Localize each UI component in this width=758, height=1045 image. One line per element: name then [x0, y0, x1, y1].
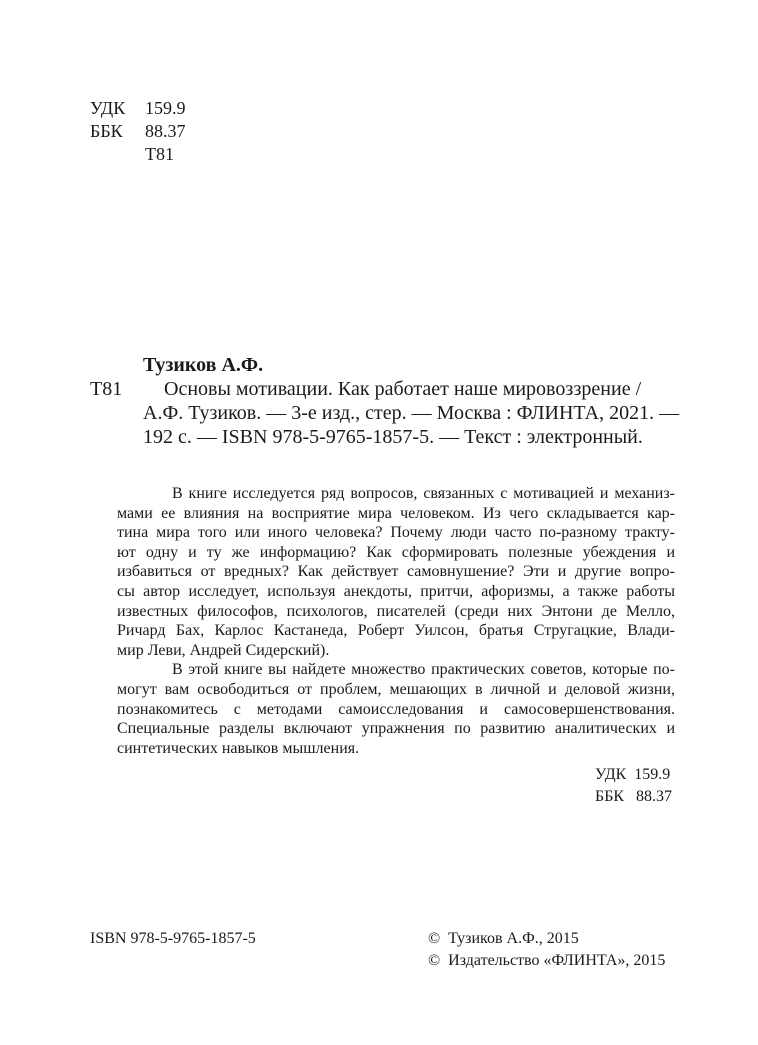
- annotation-line: В этой книге вы найдете множество практических советов, которые по-: [172, 661, 675, 679]
- annotation: [117, 484, 675, 758]
- udk-value: 159.9: [145, 98, 186, 118]
- entry-line-2: А.Ф. Тузиков. — 3-е изд., стер. — Москва : ФЛИНТА, 2021. —: [143, 402, 680, 424]
- annotation-paragraph-1: [117, 484, 675, 660]
- annotation-line: мир Леви, Андрей Сидерский).: [117, 641, 330, 659]
- isbn: ISBN 978-5-9765-1857-5: [90, 930, 256, 947]
- copyright-publisher: © Издательство «ФЛИНТА», 2015: [428, 952, 666, 969]
- annotation-bbk: ББК 88.37: [595, 788, 673, 805]
- annotation-line: сы автор исследует, используя анекдоты, притчи, афоризмы, а также работы: [117, 582, 675, 600]
- annotation-paragraph-2: [117, 660, 675, 758]
- annotation-line: могут вам освободиться от проблем, мешающих в личной и деловой жизни,: [117, 680, 675, 698]
- annotation-line: Ричард Бах, Карлос Кастанеда, Роберт Уилсон, братья Стругацкие, Влади-: [117, 622, 675, 640]
- annotation-line: избавиться от вредных? Как действует самовнушение? Эти и другие вопро-: [117, 563, 675, 581]
- entry-cipher: Т81: [90, 378, 123, 400]
- annotation-line: известных философов, психологов, писателей (среди них Энтони де Мелло,: [117, 602, 675, 620]
- classification-block: [90, 97, 186, 166]
- entry-title-line: Основы мотивации. Как работает наше мировоззрение /: [164, 378, 642, 400]
- udk-row: [90, 97, 186, 120]
- annotation-line: синтетических навыков мышления.: [117, 739, 360, 757]
- bbk-value: 88.37: [145, 121, 186, 141]
- author-name: Тузиков А.Ф.: [143, 354, 264, 376]
- bbk-row: [90, 120, 186, 143]
- cipher-row: [90, 143, 186, 166]
- annotation-line: мами ее влияния на восприятие мира человеком. Из чего складывается кар-: [117, 504, 675, 522]
- annotation-line: ют одну и ту же информацию? Как сформировать полезные убеждения и: [117, 543, 675, 561]
- annotation-udk: УДК 159.9: [595, 766, 671, 783]
- annotation-line: Специальные разделы включают упражнения по развитию аналитических и: [117, 720, 675, 738]
- author-cipher: Т81: [145, 144, 174, 164]
- entry-line-3: 192 с. — ISBN 978-5-9765-1857-5. — Текст : электронный.: [143, 426, 643, 448]
- annotation-line: В книге исследуется ряд вопросов, связанных с мотивацией и механиз-: [172, 485, 675, 502]
- copyright-author: © Тузиков А.Ф., 2015: [428, 930, 579, 947]
- bbk-label: ББК: [90, 121, 123, 141]
- udk-label: УДК: [90, 98, 126, 118]
- annotation-line: познакомитесь с методами самоисследования и самосовершенствования.: [117, 700, 675, 718]
- annotation-line: тина мира того или иного человека? Почему люди часто по-разному тракту-: [117, 524, 675, 542]
